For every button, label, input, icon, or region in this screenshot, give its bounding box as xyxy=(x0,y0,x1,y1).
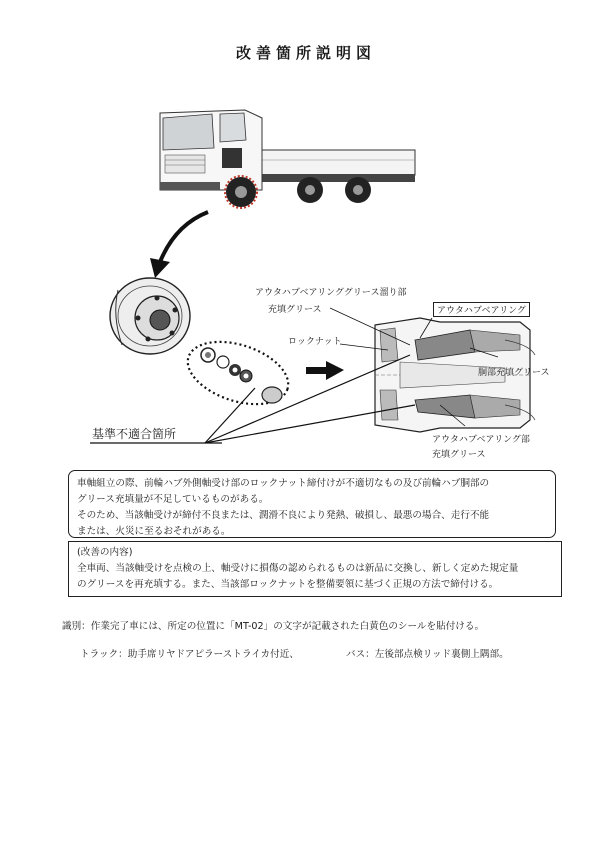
truck-illustration xyxy=(160,110,415,208)
label-outer-bearing-part-2: 充填グリース xyxy=(432,450,486,460)
defect-line: グリース充填量が不足しているものがある。 xyxy=(77,494,269,505)
label-outer-bearing-part: アウタハブベアリング部 xyxy=(432,435,530,445)
label-outer-bearing: アウタハブベアリング xyxy=(433,302,530,317)
improvement-line: のグリースを再充填する。また、当該部ロックナットを整備要領に基づく正規の方法で締付ける。 xyxy=(77,579,499,590)
arrow-right-icon xyxy=(306,361,344,380)
label-outer-bearing-grease-slide-2: 充填グリース xyxy=(268,305,322,315)
defect-line: そのため、当該軸受けが締付不良または、潤滑不良により発熱、破損し、最悪の場合、走行不能 xyxy=(77,510,490,521)
label-body-grease: 胴部充填グリース xyxy=(478,368,550,378)
truck-location-note: トラック：助手席リヤドアピラーストライカ付近、 xyxy=(80,649,299,660)
defect-line: または、火災に至るおそれがある。 xyxy=(77,526,231,537)
curved-arrow-icon xyxy=(150,212,208,278)
improvement-box xyxy=(68,541,562,597)
label-nonconforming: 基準不適合箇所 xyxy=(92,427,177,441)
wheel-hub-icon xyxy=(110,278,190,354)
identification-text: 識別：作業完了車には、所定の位置に「MT-02」の文字が記載された白黄色のシールを貼付ける。 xyxy=(62,621,485,632)
improvement-heading: (改善の内容) xyxy=(77,547,133,558)
defect-line: 車軸組立の際、前輪ハブ外側軸受け部のロックナット締付けが不適切なもの及び前輪ハブ胴部の xyxy=(77,478,490,489)
improvement-line: 全車両、当該軸受けを点検の上、軸受けに損傷の認められるものは新品に交換し、新しく定めた規定量 xyxy=(77,563,519,574)
label-locknut: ロックナット xyxy=(288,337,342,347)
label-outer-bearing-grease-slide: アウタハブベアリンググリース溜り部 xyxy=(255,288,407,298)
defect-description-box xyxy=(68,470,556,538)
bus-location-note: バス：左後部点検リッド裏側上隅部。 xyxy=(346,649,509,660)
locknut-parts-group xyxy=(180,330,296,415)
page-title: 改善箇所説明図 xyxy=(235,44,376,62)
